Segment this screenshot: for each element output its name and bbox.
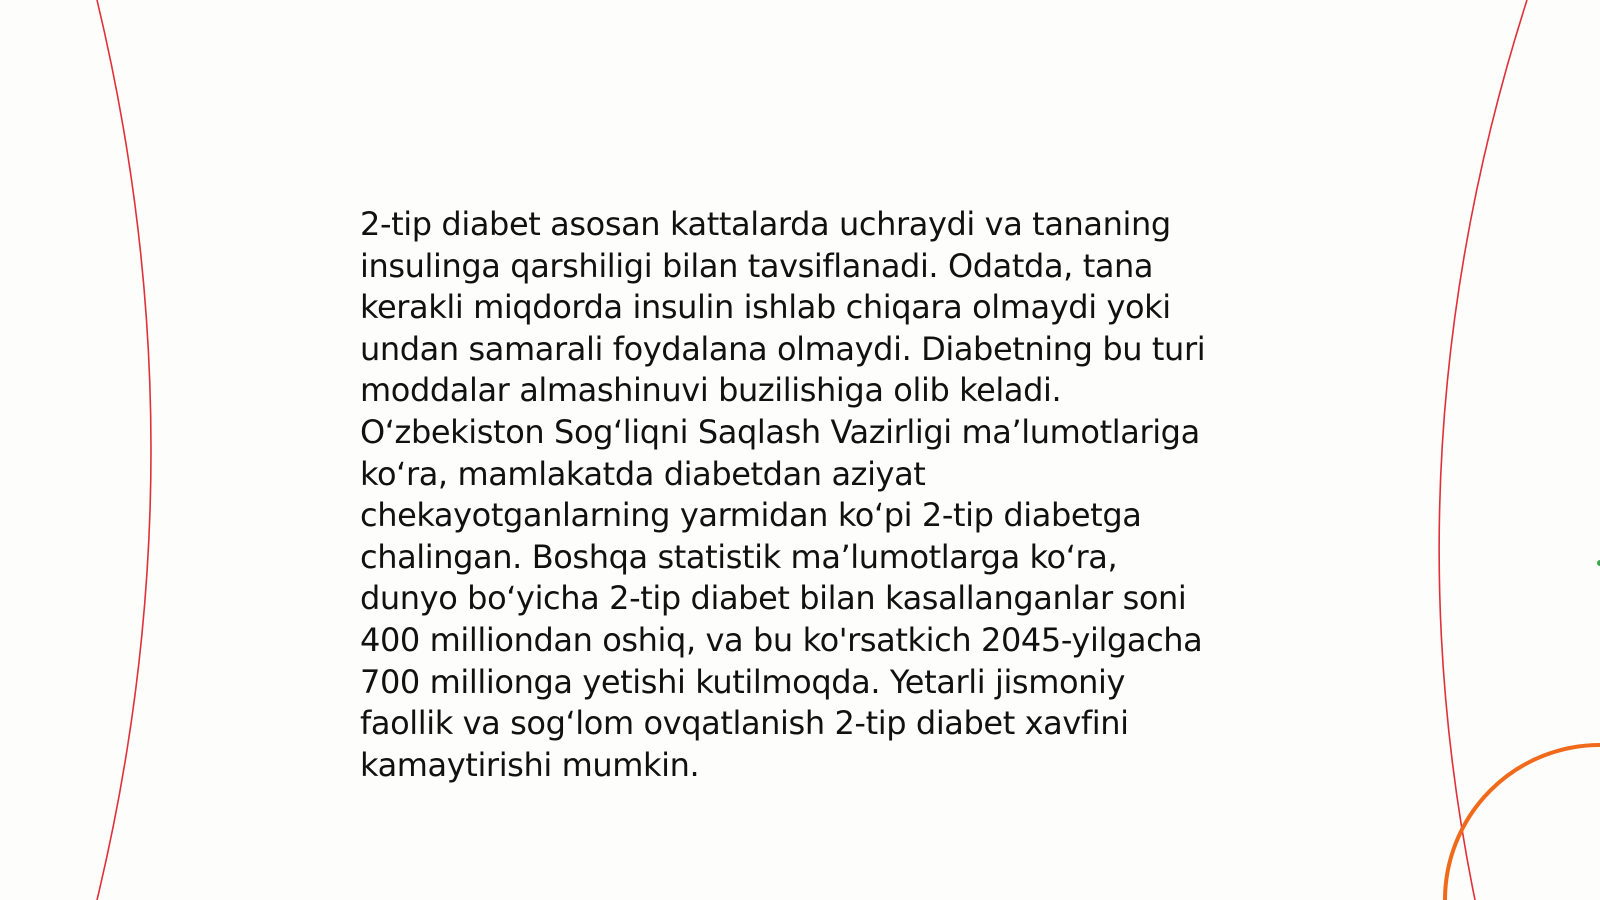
body-paragraph <box>360 204 1260 786</box>
paragraph-line: kamaytirishi mumkin. <box>360 745 700 784</box>
paragraph-line: chalingan. Boshqa statistik ma’lumotlarga ko‘ra, <box>360 537 1118 576</box>
left-arc <box>97 0 151 900</box>
paragraph-line: chekayotganlarning yarmidan ko‘pi 2-tip diabetga <box>360 496 1142 535</box>
paragraph-line: O‘zbekiston Sog‘liqni Saqlash Vazirligi ma’lumotlariga <box>360 412 1200 451</box>
paragraph-line: insulinga qarshiligi bilan tavsiflanadi. Odatda, tana <box>360 246 1154 285</box>
paragraph-line: kerakli miqdorda insulin ishlab chiqara olmaydi yoki <box>360 288 1171 327</box>
paragraph-line: faollik va sog‘lom ovqatlanish 2-tip diabet xavfini <box>360 704 1129 743</box>
paragraph-line: 700 millionga yetishi kutilmoqda. Yetarli jismoniy <box>360 662 1126 701</box>
paragraph-line: 400 milliondan oshiq, va bu ko'rsatkich 2045-yilgacha <box>360 620 1203 659</box>
paragraph-line: ko‘ra, mamlakatda diabetdan aziyat <box>360 454 926 493</box>
orange-ring <box>1445 745 1600 900</box>
paragraph-line: undan samarali foydalana olmaydi. Diabetning bu turi <box>360 329 1206 368</box>
paragraph-line: 2-tip diabet asosan kattalarda uchraydi va tananing <box>360 205 1171 243</box>
paragraph-line: moddalar almashinuvi buzilishiga olib keladi. <box>360 371 1062 410</box>
paragraph-line: dunyo bo‘yicha 2-tip diabet bilan kasallanganlar soni <box>360 579 1187 618</box>
right-arc <box>1439 0 1527 900</box>
